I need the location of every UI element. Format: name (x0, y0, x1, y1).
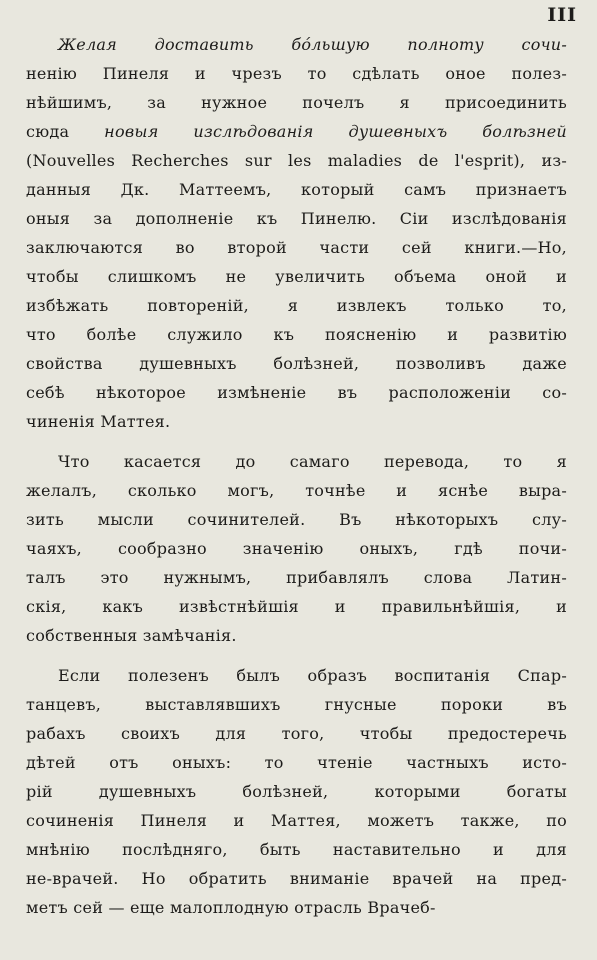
text-line (26, 175, 567, 204)
text-line (26, 748, 567, 777)
paragraph (26, 661, 567, 922)
paragraph-gap (26, 436, 567, 447)
text-line (26, 893, 567, 922)
text-line (26, 476, 567, 505)
text-line (26, 233, 567, 262)
text-run: чаяхъ, сообразно значенію оныхъ, гдѣ почи- (26, 539, 567, 558)
text-run: свойства душевныхъ болѣзней, позволивъ даже (26, 354, 567, 373)
text-run: сюда (26, 122, 105, 141)
text-line (26, 534, 567, 563)
text-line (26, 117, 567, 146)
text-line (26, 621, 567, 650)
text-run: заключаются во второй части сей книги.—Но, (26, 238, 567, 257)
text-run: себѣ нѣкоторое измѣненіе въ расположеніи со- (26, 383, 567, 402)
text-run: нѣйшимъ, за нужное почелъ я присоединить (26, 93, 567, 112)
text-line (26, 505, 567, 534)
paragraph (26, 30, 567, 436)
text-line (26, 864, 567, 893)
text-line (26, 30, 567, 59)
text-run: чтобы слишкомъ не увеличить объема оной и (26, 267, 567, 286)
text-run: талъ это нужнымъ, прибавлялъ слова Латин- (26, 568, 567, 587)
text-line (26, 291, 567, 320)
text-line (26, 204, 567, 233)
text-line (26, 349, 567, 378)
text-run: Если полезенъ былъ образъ воспитанія Спар- (58, 666, 567, 685)
text-run: Что касается до самаго перевода, то я (58, 452, 567, 471)
text-line (26, 592, 567, 621)
text-line (26, 407, 567, 436)
text-line (26, 719, 567, 748)
italic-text-run: Желая доставить бо́льшую полноту сочи- (58, 35, 567, 54)
text-line (26, 262, 567, 291)
paragraph-gap (26, 650, 567, 661)
text-run: метъ сей — еще малоплодную отрасль Врачеб- (26, 898, 436, 917)
text-run: оныя за дополненіе къ Пинелю. Сіи изслѣдованія (26, 209, 567, 228)
text-line (26, 806, 567, 835)
text-line (26, 563, 567, 592)
text-line (26, 146, 567, 175)
text-run: ненію Пинеля и чрезъ то сдѣлать оное полез- (26, 64, 567, 83)
text-line (26, 59, 567, 88)
text-line (26, 661, 567, 690)
text-run: данныя Дк. Маттеемъ, который самъ признаетъ (26, 180, 567, 199)
text-run: (Nouvelles Recherches sur les maladies de l'esprit), из- (26, 151, 567, 170)
text-run: дѣтей отъ оныхъ: то чтеніе частныхъ исто- (26, 753, 567, 772)
page-body-text (26, 30, 567, 922)
text-run: собственныя замѣчанія. (26, 626, 237, 645)
text-line (26, 690, 567, 719)
text-run: не-врачей. Но обратить вниманіе врачей на пред- (26, 869, 567, 888)
text-line (26, 447, 567, 476)
text-run: мнѣнію послѣдняго, быть наставительно и для (26, 840, 567, 859)
page-number: III (547, 4, 577, 26)
text-run: рій душевныхъ болѣзней, которыми богаты (26, 782, 567, 801)
text-run: что болѣе служило къ поясненію и развитію (26, 325, 567, 344)
text-line (26, 777, 567, 806)
paragraph (26, 447, 567, 650)
text-run: танцевъ, выставлявшихъ гнусные пороки въ (26, 695, 567, 714)
text-run: скія, какъ извѣстнѣйшія и правильнѣйшія, и (26, 597, 567, 616)
text-run: рабахъ своихъ для того, чтобы предостеречь (26, 724, 567, 743)
text-line (26, 835, 567, 864)
text-run: избѣжать повтореній, я извлекъ только то, (26, 296, 567, 315)
text-line (26, 320, 567, 349)
text-line (26, 378, 567, 407)
italic-text-run: новыя изслѣдованія душевныхъ болѣзней (104, 122, 567, 141)
text-run: желалъ, сколько могъ, точнѣе и яснѣе выра- (26, 481, 567, 500)
text-run: сочиненія Пинеля и Маттея, можетъ также, по (26, 811, 567, 830)
text-run: зить мысли сочинителей. Въ нѣкоторыхъ слу- (26, 510, 567, 529)
text-run: чиненія Маттея. (26, 412, 171, 431)
text-line (26, 88, 567, 117)
